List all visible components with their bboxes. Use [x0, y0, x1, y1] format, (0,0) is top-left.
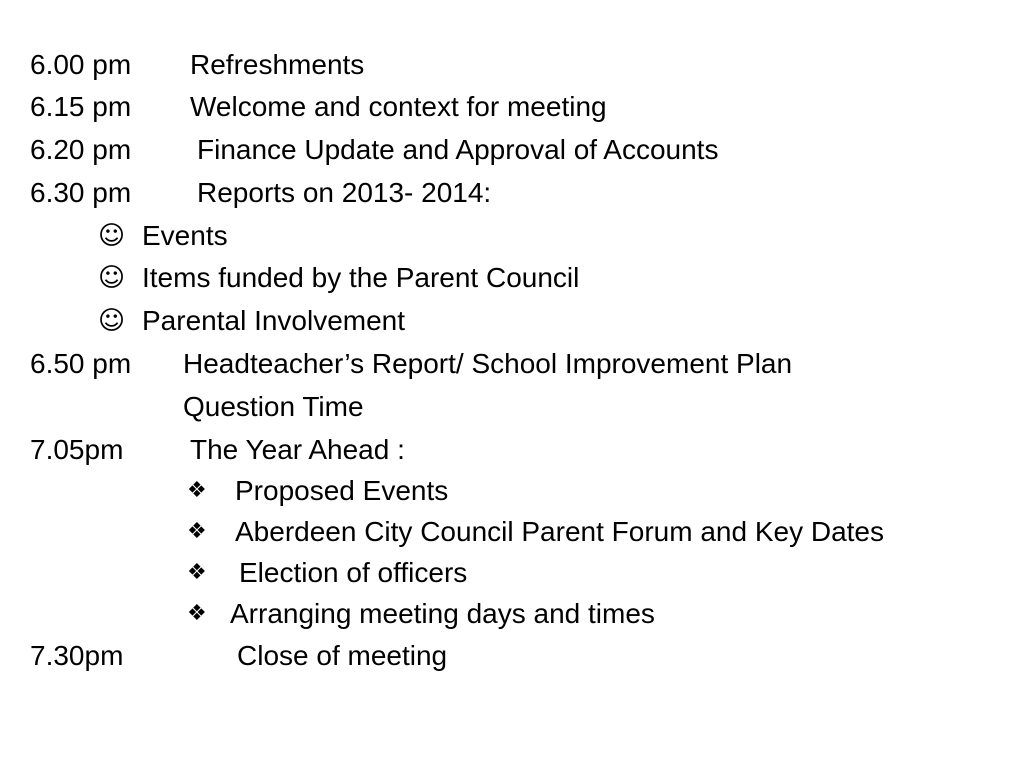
four-diamond-ornament-icon: ❖: [187, 601, 207, 626]
subitem-label: Proposed Events: [235, 475, 449, 506]
agenda-time: 6.15 pm: [30, 91, 132, 122]
agenda-title: Reports on 2013- 2014:: [197, 177, 492, 208]
subitem-label: Items funded by the Parent Council: [142, 262, 580, 293]
smiley-face-icon: ☺: [98, 263, 126, 293]
agenda-title: Headteacher’s Report/ School Improvement Plan: [183, 348, 793, 379]
smiley-face-icon: ☺: [98, 221, 126, 251]
subitem-label: Parental Involvement: [142, 305, 406, 336]
smiley-face-icon: ☺: [98, 306, 126, 336]
agenda-time: 6.30 pm: [30, 177, 132, 208]
agenda-title: The Year Ahead :: [190, 434, 405, 465]
agenda-time: 6.50 pm: [30, 348, 132, 379]
agenda-title: Finance Update and Approval of Accounts: [197, 134, 719, 165]
agenda-title-continuation: Question Time: [183, 391, 364, 422]
four-diamond-ornament-icon: ❖: [187, 478, 207, 503]
agenda-time: 7.05pm: [30, 434, 124, 465]
subitem-label: Election of officers: [239, 557, 468, 588]
agenda-title: Welcome and context for meeting: [190, 91, 607, 122]
agenda-time: 6.20 pm: [30, 134, 132, 165]
subitem-label: Arranging meeting days and times: [230, 598, 655, 629]
agenda-time: 6.00 pm: [30, 49, 132, 80]
agenda-title: Refreshments: [190, 49, 365, 80]
subitem-label: Aberdeen City Council Parent Forum and Key Dates: [235, 516, 884, 547]
four-diamond-ornament-icon: ❖: [187, 519, 207, 544]
four-diamond-ornament-icon: ❖: [187, 560, 207, 585]
agenda-title: Close of meeting: [237, 640, 448, 671]
agenda-time: 7.30pm: [30, 640, 124, 671]
subitem-label: Events: [142, 220, 228, 251]
